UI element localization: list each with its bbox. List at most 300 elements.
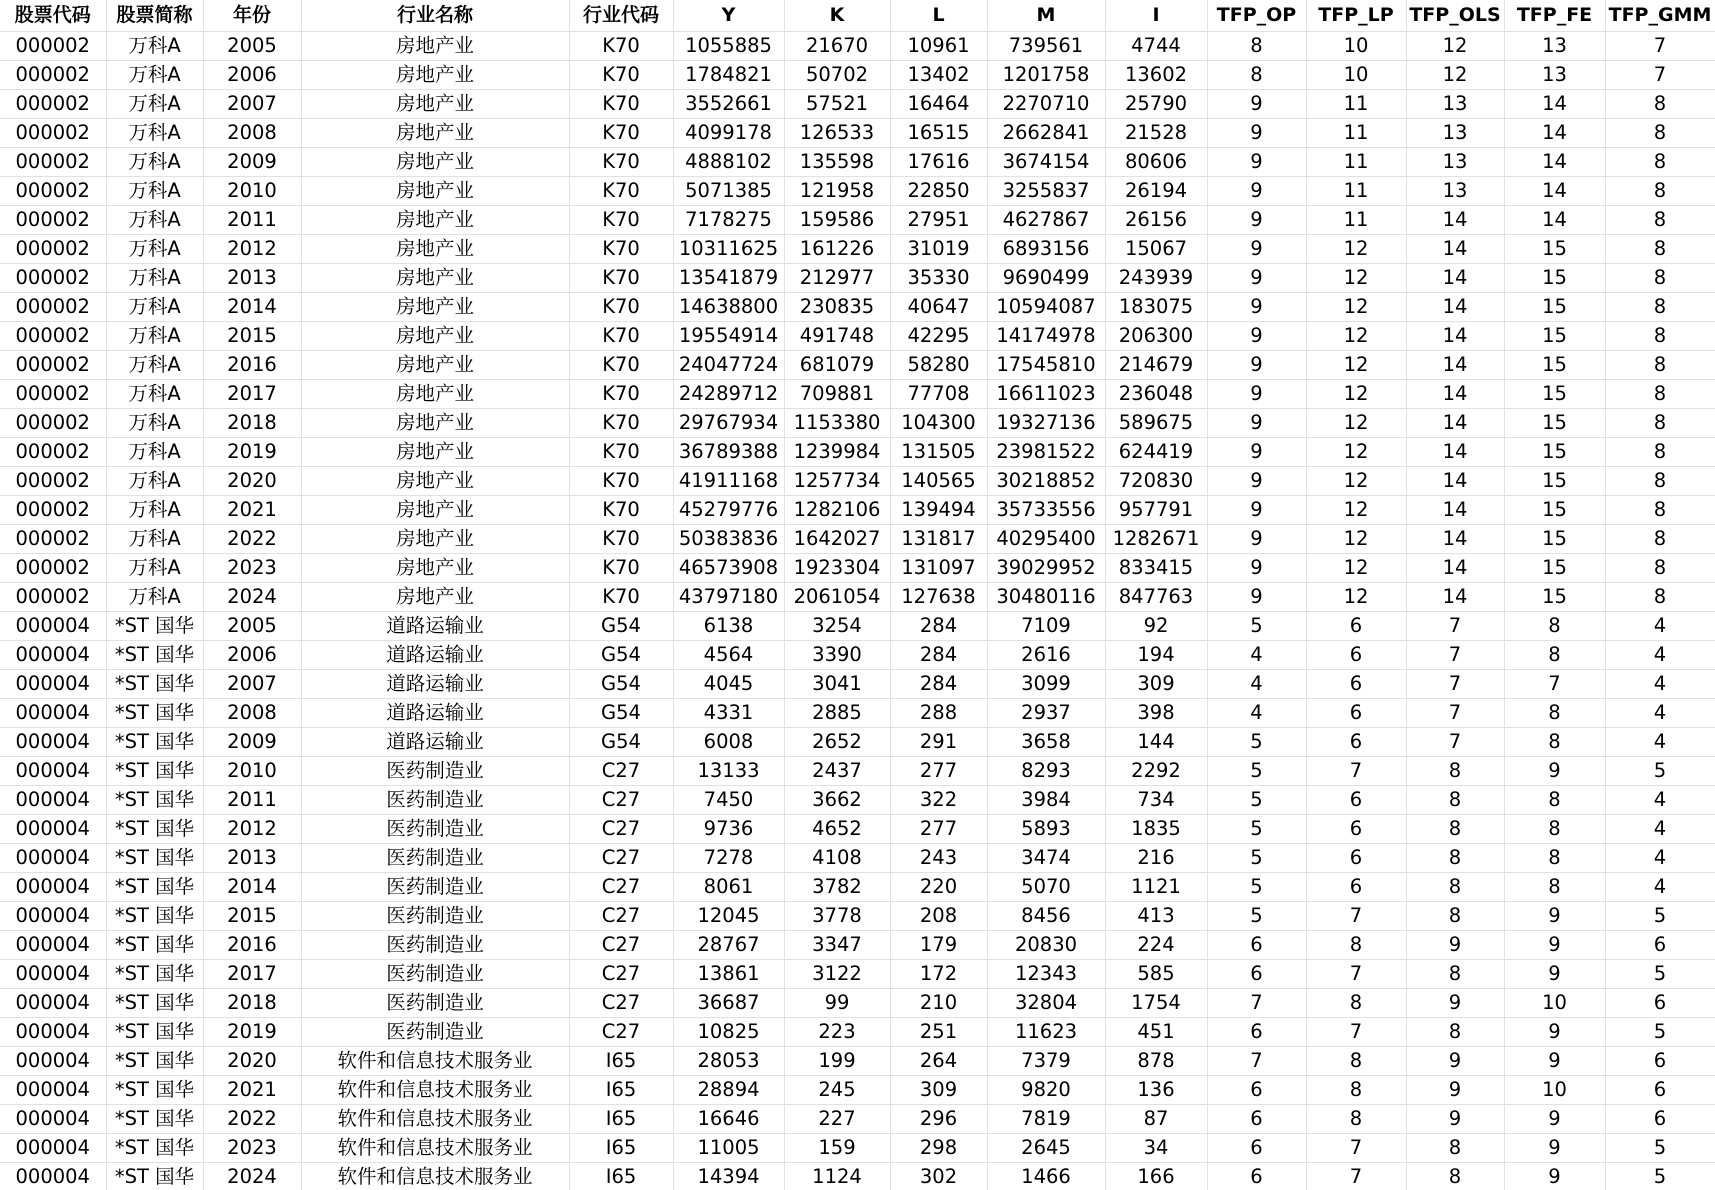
cell-stock-code[interactable]: 000004 bbox=[0, 699, 106, 728]
cell-year[interactable]: 2023 bbox=[203, 1134, 301, 1163]
cell-tfp-fe[interactable]: 8 bbox=[1504, 844, 1605, 873]
cell-k[interactable]: 230835 bbox=[784, 293, 890, 322]
cell-tfp-op[interactable]: 9 bbox=[1207, 235, 1306, 264]
column-header-tfp-lp[interactable]: TFP_LP bbox=[1306, 0, 1406, 32]
cell-m[interactable]: 1201758 bbox=[987, 61, 1105, 90]
cell-m[interactable]: 16611023 bbox=[987, 380, 1105, 409]
cell-tfp-lp[interactable]: 7 bbox=[1306, 757, 1406, 786]
cell-industry-name[interactable]: 医药制造业 bbox=[301, 844, 569, 873]
cell-l[interactable]: 179 bbox=[890, 931, 987, 960]
cell-tfp-op[interactable]: 5 bbox=[1207, 728, 1306, 757]
cell-tfp-fe[interactable]: 15 bbox=[1504, 467, 1605, 496]
cell-i[interactable]: 451 bbox=[1105, 1018, 1207, 1047]
cell-m[interactable]: 14174978 bbox=[987, 322, 1105, 351]
cell-year[interactable]: 2022 bbox=[203, 1105, 301, 1134]
cell-stock-name[interactable]: 万科A bbox=[106, 496, 203, 525]
cell-tfp-fe[interactable]: 10 bbox=[1504, 989, 1605, 1018]
cell-tfp-op[interactable]: 9 bbox=[1207, 583, 1306, 612]
cell-l[interactable]: 127638 bbox=[890, 583, 987, 612]
cell-industry-name[interactable]: 房地产业 bbox=[301, 554, 569, 583]
cell-tfp-gmm[interactable]: 4 bbox=[1605, 873, 1715, 902]
cell-tfp-ols[interactable]: 8 bbox=[1406, 786, 1504, 815]
cell-tfp-op[interactable]: 5 bbox=[1207, 873, 1306, 902]
cell-l[interactable]: 35330 bbox=[890, 264, 987, 293]
cell-industry-name[interactable]: 房地产业 bbox=[301, 119, 569, 148]
cell-year[interactable]: 2015 bbox=[203, 902, 301, 931]
column-header-m[interactable]: M bbox=[987, 0, 1105, 32]
cell-industry-name[interactable]: 道路运输业 bbox=[301, 670, 569, 699]
cell-tfp-lp[interactable]: 12 bbox=[1306, 438, 1406, 467]
cell-industry-code[interactable]: K70 bbox=[569, 438, 673, 467]
cell-y[interactable]: 4045 bbox=[673, 670, 784, 699]
cell-k[interactable]: 245 bbox=[784, 1076, 890, 1105]
cell-year[interactable]: 2024 bbox=[203, 583, 301, 612]
cell-m[interactable]: 5070 bbox=[987, 873, 1105, 902]
cell-stock-code[interactable]: 000004 bbox=[0, 1076, 106, 1105]
cell-tfp-ols[interactable]: 12 bbox=[1406, 32, 1504, 61]
cell-m[interactable]: 9690499 bbox=[987, 264, 1105, 293]
cell-stock-name[interactable]: 万科A bbox=[106, 148, 203, 177]
cell-y[interactable]: 14638800 bbox=[673, 293, 784, 322]
cell-tfp-lp[interactable]: 11 bbox=[1306, 119, 1406, 148]
cell-tfp-fe[interactable]: 15 bbox=[1504, 264, 1605, 293]
cell-stock-code[interactable]: 000002 bbox=[0, 525, 106, 554]
cell-l[interactable]: 210 bbox=[890, 989, 987, 1018]
cell-industry-code[interactable]: K70 bbox=[569, 264, 673, 293]
cell-stock-name[interactable]: 万科A bbox=[106, 119, 203, 148]
cell-m[interactable]: 9820 bbox=[987, 1076, 1105, 1105]
cell-m[interactable]: 3474 bbox=[987, 844, 1105, 873]
cell-l[interactable]: 291 bbox=[890, 728, 987, 757]
cell-tfp-fe[interactable]: 8 bbox=[1504, 699, 1605, 728]
cell-stock-name[interactable]: 万科A bbox=[106, 235, 203, 264]
cell-k[interactable]: 2652 bbox=[784, 728, 890, 757]
cell-tfp-ols[interactable]: 14 bbox=[1406, 380, 1504, 409]
cell-m[interactable]: 7819 bbox=[987, 1105, 1105, 1134]
cell-tfp-gmm[interactable]: 8 bbox=[1605, 90, 1715, 119]
cell-industry-name[interactable]: 房地产业 bbox=[301, 177, 569, 206]
cell-tfp-gmm[interactable]: 8 bbox=[1605, 409, 1715, 438]
cell-tfp-gmm[interactable]: 8 bbox=[1605, 351, 1715, 380]
cell-tfp-lp[interactable]: 6 bbox=[1306, 670, 1406, 699]
cell-stock-name[interactable]: *ST 国华 bbox=[106, 1076, 203, 1105]
cell-industry-name[interactable]: 医药制造业 bbox=[301, 757, 569, 786]
cell-industry-code[interactable]: C27 bbox=[569, 757, 673, 786]
cell-tfp-ols[interactable]: 8 bbox=[1406, 902, 1504, 931]
cell-k[interactable]: 4108 bbox=[784, 844, 890, 873]
cell-y[interactable]: 28053 bbox=[673, 1047, 784, 1076]
cell-tfp-gmm[interactable]: 4 bbox=[1605, 641, 1715, 670]
cell-stock-name[interactable]: *ST 国华 bbox=[106, 641, 203, 670]
cell-l[interactable]: 131097 bbox=[890, 554, 987, 583]
cell-year[interactable]: 2012 bbox=[203, 815, 301, 844]
cell-k[interactable]: 161226 bbox=[784, 235, 890, 264]
cell-year[interactable]: 2016 bbox=[203, 351, 301, 380]
cell-l[interactable]: 40647 bbox=[890, 293, 987, 322]
cell-tfp-gmm[interactable]: 8 bbox=[1605, 177, 1715, 206]
cell-tfp-gmm[interactable]: 7 bbox=[1605, 32, 1715, 61]
cell-tfp-fe[interactable]: 8 bbox=[1504, 815, 1605, 844]
cell-tfp-ols[interactable]: 8 bbox=[1406, 1134, 1504, 1163]
cell-l[interactable]: 139494 bbox=[890, 496, 987, 525]
cell-tfp-op[interactable]: 5 bbox=[1207, 612, 1306, 641]
cell-stock-name[interactable]: 万科A bbox=[106, 467, 203, 496]
cell-tfp-fe[interactable]: 8 bbox=[1504, 612, 1605, 641]
cell-i[interactable]: 398 bbox=[1105, 699, 1207, 728]
cell-industry-code[interactable]: C27 bbox=[569, 1018, 673, 1047]
cell-tfp-fe[interactable]: 9 bbox=[1504, 960, 1605, 989]
cell-stock-code[interactable]: 000004 bbox=[0, 1047, 106, 1076]
cell-tfp-gmm[interactable]: 4 bbox=[1605, 786, 1715, 815]
cell-tfp-ols[interactable]: 7 bbox=[1406, 612, 1504, 641]
cell-tfp-op[interactable]: 6 bbox=[1207, 960, 1306, 989]
cell-tfp-ols[interactable]: 9 bbox=[1406, 1076, 1504, 1105]
cell-y[interactable]: 4888102 bbox=[673, 148, 784, 177]
cell-tfp-fe[interactable]: 13 bbox=[1504, 32, 1605, 61]
cell-i[interactable]: 183075 bbox=[1105, 293, 1207, 322]
cell-stock-name[interactable]: *ST 国华 bbox=[106, 612, 203, 641]
cell-m[interactable]: 40295400 bbox=[987, 525, 1105, 554]
cell-tfp-ols[interactable]: 14 bbox=[1406, 554, 1504, 583]
cell-industry-name[interactable]: 医药制造业 bbox=[301, 873, 569, 902]
cell-l[interactable]: 17616 bbox=[890, 148, 987, 177]
cell-tfp-op[interactable]: 9 bbox=[1207, 380, 1306, 409]
column-header-i[interactable]: I bbox=[1105, 0, 1207, 32]
cell-k[interactable]: 99 bbox=[784, 989, 890, 1018]
cell-tfp-op[interactable]: 9 bbox=[1207, 438, 1306, 467]
cell-industry-name[interactable]: 房地产业 bbox=[301, 148, 569, 177]
cell-tfp-lp[interactable]: 7 bbox=[1306, 1163, 1406, 1190]
cell-tfp-ols[interactable]: 13 bbox=[1406, 177, 1504, 206]
cell-y[interactable]: 8061 bbox=[673, 873, 784, 902]
cell-m[interactable]: 2270710 bbox=[987, 90, 1105, 119]
cell-m[interactable]: 739561 bbox=[987, 32, 1105, 61]
column-header-tfp-op[interactable]: TFP_OP bbox=[1207, 0, 1306, 32]
cell-i[interactable]: 236048 bbox=[1105, 380, 1207, 409]
cell-y[interactable]: 29767934 bbox=[673, 409, 784, 438]
cell-tfp-op[interactable]: 5 bbox=[1207, 786, 1306, 815]
cell-stock-code[interactable]: 000002 bbox=[0, 32, 106, 61]
cell-k[interactable]: 21670 bbox=[784, 32, 890, 61]
cell-industry-code[interactable]: G54 bbox=[569, 641, 673, 670]
cell-tfp-ols[interactable]: 9 bbox=[1406, 1047, 1504, 1076]
cell-tfp-fe[interactable]: 14 bbox=[1504, 148, 1605, 177]
cell-m[interactable]: 3255837 bbox=[987, 177, 1105, 206]
cell-l[interactable]: 220 bbox=[890, 873, 987, 902]
cell-tfp-gmm[interactable]: 6 bbox=[1605, 989, 1715, 1018]
cell-tfp-gmm[interactable]: 6 bbox=[1605, 1105, 1715, 1134]
cell-l[interactable]: 277 bbox=[890, 815, 987, 844]
cell-tfp-op[interactable]: 6 bbox=[1207, 931, 1306, 960]
cell-m[interactable]: 8293 bbox=[987, 757, 1105, 786]
cell-tfp-gmm[interactable]: 8 bbox=[1605, 264, 1715, 293]
cell-stock-name[interactable]: *ST 国华 bbox=[106, 989, 203, 1018]
cell-m[interactable]: 10594087 bbox=[987, 293, 1105, 322]
cell-y[interactable]: 13861 bbox=[673, 960, 784, 989]
cell-tfp-lp[interactable]: 11 bbox=[1306, 177, 1406, 206]
cell-tfp-ols[interactable]: 14 bbox=[1406, 496, 1504, 525]
cell-stock-code[interactable]: 000002 bbox=[0, 496, 106, 525]
cell-stock-name[interactable]: 万科A bbox=[106, 90, 203, 119]
cell-industry-name[interactable]: 医药制造业 bbox=[301, 786, 569, 815]
cell-tfp-op[interactable]: 4 bbox=[1207, 699, 1306, 728]
cell-i[interactable]: 87 bbox=[1105, 1105, 1207, 1134]
cell-m[interactable]: 2937 bbox=[987, 699, 1105, 728]
cell-tfp-fe[interactable]: 9 bbox=[1504, 757, 1605, 786]
cell-stock-name[interactable]: *ST 国华 bbox=[106, 1018, 203, 1047]
cell-k[interactable]: 1282106 bbox=[784, 496, 890, 525]
cell-tfp-fe[interactable]: 15 bbox=[1504, 583, 1605, 612]
cell-stock-code[interactable]: 000004 bbox=[0, 670, 106, 699]
cell-year[interactable]: 2007 bbox=[203, 90, 301, 119]
cell-k[interactable]: 4652 bbox=[784, 815, 890, 844]
cell-k[interactable]: 3662 bbox=[784, 786, 890, 815]
cell-year[interactable]: 2011 bbox=[203, 786, 301, 815]
cell-tfp-gmm[interactable]: 5 bbox=[1605, 757, 1715, 786]
cell-y[interactable]: 7278 bbox=[673, 844, 784, 873]
cell-l[interactable]: 322 bbox=[890, 786, 987, 815]
cell-i[interactable]: 166 bbox=[1105, 1163, 1207, 1190]
cell-stock-code[interactable]: 000004 bbox=[0, 1105, 106, 1134]
cell-tfp-op[interactable]: 8 bbox=[1207, 61, 1306, 90]
cell-y[interactable]: 12045 bbox=[673, 902, 784, 931]
cell-year[interactable]: 2006 bbox=[203, 641, 301, 670]
cell-tfp-lp[interactable]: 6 bbox=[1306, 844, 1406, 873]
cell-y[interactable]: 14394 bbox=[673, 1163, 784, 1190]
cell-y[interactable]: 28767 bbox=[673, 931, 784, 960]
cell-m[interactable]: 11623 bbox=[987, 1018, 1105, 1047]
cell-l[interactable]: 131505 bbox=[890, 438, 987, 467]
cell-i[interactable]: 1835 bbox=[1105, 815, 1207, 844]
cell-year[interactable]: 2014 bbox=[203, 873, 301, 902]
cell-tfp-lp[interactable]: 6 bbox=[1306, 728, 1406, 757]
cell-y[interactable]: 41911168 bbox=[673, 467, 784, 496]
cell-tfp-ols[interactable]: 14 bbox=[1406, 409, 1504, 438]
cell-k[interactable]: 3041 bbox=[784, 670, 890, 699]
cell-tfp-lp[interactable]: 6 bbox=[1306, 786, 1406, 815]
cell-l[interactable]: 131817 bbox=[890, 525, 987, 554]
cell-industry-code[interactable]: K70 bbox=[569, 380, 673, 409]
column-header-tfp-ols[interactable]: TFP_OLS bbox=[1406, 0, 1504, 32]
cell-year[interactable]: 2016 bbox=[203, 931, 301, 960]
cell-k[interactable]: 2437 bbox=[784, 757, 890, 786]
cell-y[interactable]: 36687 bbox=[673, 989, 784, 1018]
cell-tfp-op[interactable]: 9 bbox=[1207, 177, 1306, 206]
cell-tfp-gmm[interactable]: 5 bbox=[1605, 1018, 1715, 1047]
cell-industry-code[interactable]: C27 bbox=[569, 815, 673, 844]
cell-stock-code[interactable]: 000002 bbox=[0, 554, 106, 583]
cell-i[interactable]: 2292 bbox=[1105, 757, 1207, 786]
cell-k[interactable]: 1239984 bbox=[784, 438, 890, 467]
cell-stock-name[interactable]: *ST 国华 bbox=[106, 1105, 203, 1134]
cell-k[interactable]: 227 bbox=[784, 1105, 890, 1134]
cell-industry-code[interactable]: K70 bbox=[569, 235, 673, 264]
cell-tfp-op[interactable]: 6 bbox=[1207, 1018, 1306, 1047]
cell-y[interactable]: 1784821 bbox=[673, 61, 784, 90]
cell-tfp-lp[interactable]: 8 bbox=[1306, 931, 1406, 960]
cell-tfp-ols[interactable]: 7 bbox=[1406, 670, 1504, 699]
cell-tfp-op[interactable]: 9 bbox=[1207, 496, 1306, 525]
cell-tfp-lp[interactable]: 10 bbox=[1306, 32, 1406, 61]
cell-tfp-fe[interactable]: 8 bbox=[1504, 873, 1605, 902]
cell-tfp-gmm[interactable]: 8 bbox=[1605, 235, 1715, 264]
cell-tfp-gmm[interactable]: 8 bbox=[1605, 554, 1715, 583]
cell-i[interactable]: 309 bbox=[1105, 670, 1207, 699]
column-header-stock-code[interactable]: 股票代码 bbox=[0, 0, 106, 32]
cell-tfp-fe[interactable]: 15 bbox=[1504, 322, 1605, 351]
cell-stock-code[interactable]: 000002 bbox=[0, 119, 106, 148]
cell-tfp-fe[interactable]: 15 bbox=[1504, 438, 1605, 467]
cell-year[interactable]: 2015 bbox=[203, 322, 301, 351]
cell-industry-name[interactable]: 房地产业 bbox=[301, 61, 569, 90]
cell-i[interactable]: 1754 bbox=[1105, 989, 1207, 1018]
cell-i[interactable]: 720830 bbox=[1105, 467, 1207, 496]
cell-l[interactable]: 264 bbox=[890, 1047, 987, 1076]
cell-industry-code[interactable]: C27 bbox=[569, 960, 673, 989]
cell-tfp-lp[interactable]: 7 bbox=[1306, 902, 1406, 931]
cell-industry-name[interactable]: 医药制造业 bbox=[301, 1018, 569, 1047]
cell-stock-code[interactable]: 000002 bbox=[0, 467, 106, 496]
cell-tfp-gmm[interactable]: 8 bbox=[1605, 438, 1715, 467]
cell-k[interactable]: 1124 bbox=[784, 1163, 890, 1190]
cell-industry-name[interactable]: 房地产业 bbox=[301, 351, 569, 380]
cell-l[interactable]: 298 bbox=[890, 1134, 987, 1163]
cell-industry-code[interactable]: K70 bbox=[569, 583, 673, 612]
cell-industry-code[interactable]: K70 bbox=[569, 177, 673, 206]
cell-tfp-fe[interactable]: 9 bbox=[1504, 1047, 1605, 1076]
cell-tfp-lp[interactable]: 8 bbox=[1306, 989, 1406, 1018]
cell-industry-code[interactable]: K70 bbox=[569, 61, 673, 90]
cell-y[interactable]: 10311625 bbox=[673, 235, 784, 264]
cell-stock-code[interactable]: 000004 bbox=[0, 1134, 106, 1163]
cell-i[interactable]: 589675 bbox=[1105, 409, 1207, 438]
cell-industry-name[interactable]: 道路运输业 bbox=[301, 728, 569, 757]
cell-year[interactable]: 2017 bbox=[203, 960, 301, 989]
cell-l[interactable]: 104300 bbox=[890, 409, 987, 438]
cell-industry-code[interactable]: K70 bbox=[569, 148, 673, 177]
cell-industry-name[interactable]: 道路运输业 bbox=[301, 641, 569, 670]
cell-k[interactable]: 3347 bbox=[784, 931, 890, 960]
cell-stock-name[interactable]: *ST 国华 bbox=[106, 1163, 203, 1190]
cell-tfp-ols[interactable]: 8 bbox=[1406, 844, 1504, 873]
cell-i[interactable]: 1121 bbox=[1105, 873, 1207, 902]
cell-year[interactable]: 2014 bbox=[203, 293, 301, 322]
cell-industry-code[interactable]: I65 bbox=[569, 1134, 673, 1163]
cell-m[interactable]: 12343 bbox=[987, 960, 1105, 989]
cell-y[interactable]: 19554914 bbox=[673, 322, 784, 351]
cell-m[interactable]: 23981522 bbox=[987, 438, 1105, 467]
cell-m[interactable]: 2616 bbox=[987, 641, 1105, 670]
cell-y[interactable]: 28894 bbox=[673, 1076, 784, 1105]
cell-stock-code[interactable]: 000002 bbox=[0, 61, 106, 90]
cell-m[interactable]: 17545810 bbox=[987, 351, 1105, 380]
cell-industry-code[interactable]: C27 bbox=[569, 786, 673, 815]
cell-tfp-ols[interactable]: 12 bbox=[1406, 61, 1504, 90]
cell-tfp-op[interactable]: 8 bbox=[1207, 32, 1306, 61]
cell-industry-name[interactable]: 医药制造业 bbox=[301, 989, 569, 1018]
cell-industry-code[interactable]: K70 bbox=[569, 554, 673, 583]
cell-tfp-gmm[interactable]: 8 bbox=[1605, 293, 1715, 322]
cell-tfp-lp[interactable]: 12 bbox=[1306, 235, 1406, 264]
cell-tfp-lp[interactable]: 12 bbox=[1306, 583, 1406, 612]
cell-tfp-ols[interactable]: 13 bbox=[1406, 90, 1504, 119]
cell-industry-name[interactable]: 医药制造业 bbox=[301, 815, 569, 844]
cell-k[interactable]: 50702 bbox=[784, 61, 890, 90]
cell-tfp-lp[interactable]: 6 bbox=[1306, 873, 1406, 902]
cell-k[interactable]: 121958 bbox=[784, 177, 890, 206]
cell-stock-code[interactable]: 000002 bbox=[0, 235, 106, 264]
cell-l[interactable]: 208 bbox=[890, 902, 987, 931]
cell-industry-code[interactable]: K70 bbox=[569, 351, 673, 380]
cell-tfp-gmm[interactable]: 8 bbox=[1605, 583, 1715, 612]
cell-tfp-gmm[interactable]: 4 bbox=[1605, 699, 1715, 728]
cell-industry-name[interactable]: 房地产业 bbox=[301, 380, 569, 409]
cell-stock-name[interactable]: *ST 国华 bbox=[106, 931, 203, 960]
cell-tfp-gmm[interactable]: 5 bbox=[1605, 960, 1715, 989]
cell-tfp-fe[interactable]: 15 bbox=[1504, 554, 1605, 583]
cell-stock-code[interactable]: 000002 bbox=[0, 351, 106, 380]
cell-year[interactable]: 2017 bbox=[203, 380, 301, 409]
cell-year[interactable]: 2010 bbox=[203, 757, 301, 786]
cell-industry-name[interactable]: 医药制造业 bbox=[301, 960, 569, 989]
cell-tfp-fe[interactable]: 15 bbox=[1504, 235, 1605, 264]
cell-m[interactable]: 3674154 bbox=[987, 148, 1105, 177]
cell-l[interactable]: 13402 bbox=[890, 61, 987, 90]
cell-stock-name[interactable]: 万科A bbox=[106, 438, 203, 467]
cell-industry-name[interactable]: 房地产业 bbox=[301, 322, 569, 351]
cell-tfp-ols[interactable]: 13 bbox=[1406, 148, 1504, 177]
cell-tfp-lp[interactable]: 11 bbox=[1306, 90, 1406, 119]
cell-tfp-ols[interactable]: 13 bbox=[1406, 119, 1504, 148]
cell-industry-code[interactable]: I65 bbox=[569, 1163, 673, 1190]
cell-stock-code[interactable]: 000002 bbox=[0, 177, 106, 206]
cell-l[interactable]: 10961 bbox=[890, 32, 987, 61]
cell-tfp-fe[interactable]: 15 bbox=[1504, 525, 1605, 554]
cell-i[interactable]: 206300 bbox=[1105, 322, 1207, 351]
cell-industry-name[interactable]: 道路运输业 bbox=[301, 612, 569, 641]
cell-i[interactable]: 34 bbox=[1105, 1134, 1207, 1163]
cell-year[interactable]: 2008 bbox=[203, 699, 301, 728]
cell-tfp-gmm[interactable]: 8 bbox=[1605, 496, 1715, 525]
cell-i[interactable]: 224 bbox=[1105, 931, 1207, 960]
cell-y[interactable]: 46573908 bbox=[673, 554, 784, 583]
column-header-y[interactable]: Y bbox=[673, 0, 784, 32]
cell-tfp-op[interactable]: 5 bbox=[1207, 815, 1306, 844]
cell-year[interactable]: 2010 bbox=[203, 177, 301, 206]
cell-industry-code[interactable]: K70 bbox=[569, 322, 673, 351]
cell-tfp-gmm[interactable]: 4 bbox=[1605, 844, 1715, 873]
cell-stock-name[interactable]: 万科A bbox=[106, 32, 203, 61]
cell-k[interactable]: 3782 bbox=[784, 873, 890, 902]
cell-tfp-fe[interactable]: 9 bbox=[1504, 1134, 1605, 1163]
cell-stock-code[interactable]: 000004 bbox=[0, 786, 106, 815]
cell-tfp-op[interactable]: 9 bbox=[1207, 322, 1306, 351]
cell-i[interactable]: 957791 bbox=[1105, 496, 1207, 525]
cell-industry-code[interactable]: K70 bbox=[569, 409, 673, 438]
cell-stock-code[interactable]: 000004 bbox=[0, 612, 106, 641]
cell-industry-name[interactable]: 软件和信息技术服务业 bbox=[301, 1163, 569, 1190]
cell-tfp-ols[interactable]: 8 bbox=[1406, 1163, 1504, 1190]
cell-industry-code[interactable]: C27 bbox=[569, 902, 673, 931]
cell-m[interactable]: 3099 bbox=[987, 670, 1105, 699]
cell-i[interactable]: 585 bbox=[1105, 960, 1207, 989]
cell-industry-name[interactable]: 房地产业 bbox=[301, 206, 569, 235]
cell-stock-code[interactable]: 000002 bbox=[0, 293, 106, 322]
cell-tfp-fe[interactable]: 15 bbox=[1504, 293, 1605, 322]
cell-tfp-lp[interactable]: 7 bbox=[1306, 960, 1406, 989]
cell-stock-code[interactable]: 000004 bbox=[0, 989, 106, 1018]
cell-tfp-ols[interactable]: 9 bbox=[1406, 989, 1504, 1018]
